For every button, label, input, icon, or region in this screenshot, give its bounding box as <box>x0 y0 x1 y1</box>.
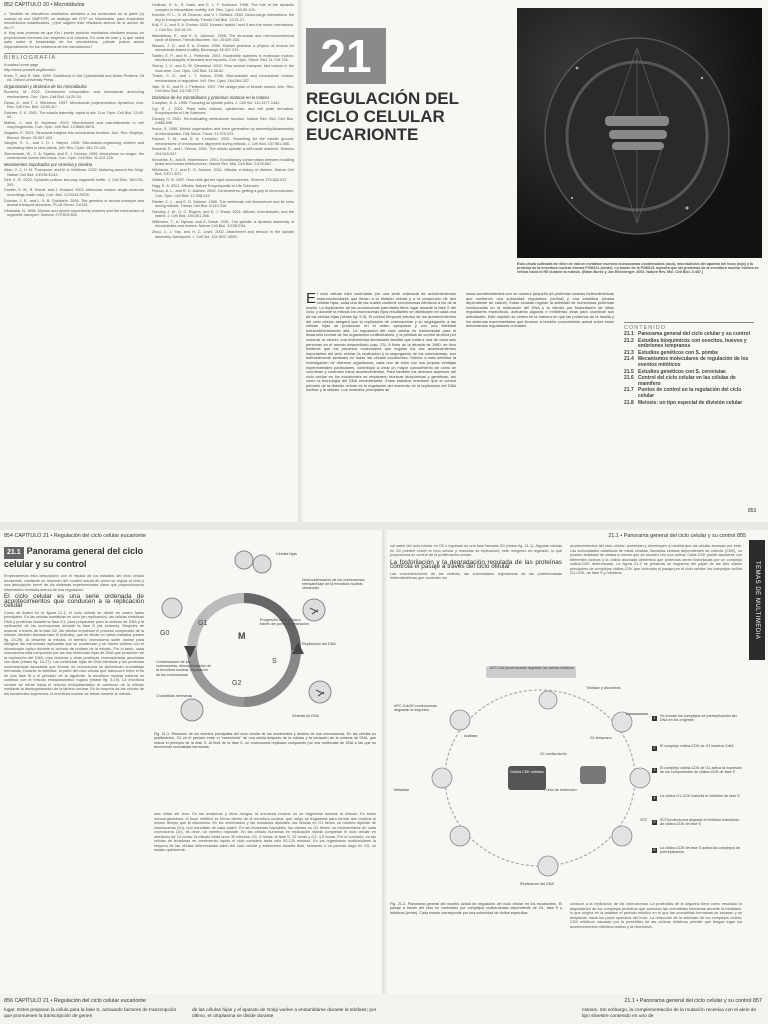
right-column-855 <box>570 544 742 654</box>
reference-item: Zimmerman, W., C. A. Sparks, and S. J. Doxsey. 1999. Amorphous no longer: the centrosome comes into focus. Curr. Opin. Cell Biol. 11:122-128. <box>4 151 144 160</box>
metaphase-label: Metafase <box>394 788 410 792</box>
biblio-intro-1: Knowles home page <box>4 62 39 67</box>
reference-item: Zhou, J., J. Yao, and H. C. Joshi. 2002. Attachment and tension in the spindle assembly checkpoint. J. Cell Sci. 115:3547-3555. <box>152 230 294 239</box>
figure-21-2-caption: Fig. 21-2. Panorama general del modelo actual de regulación del ciclo celular en los eucariontes. El pasaje a través del ciclo es controlado por complejos ciclina-cinasa dependiente de G1, fase S y mitóticos (verde). Cada evento corresponde por una subunidad de ciclina específica. <box>390 902 562 915</box>
reference-item: Vale, R. D., and R. J. Fletterick. 1997. The design plan of kinesin motors. Ann. Rev. Cell Dev. Biol. 13:745-777. <box>152 84 294 93</box>
step-text-6: La ciclina-CDK de fase S activa los complejos de prerreplicación <box>660 846 741 855</box>
chapter-title: REGULACIÓN DEL CICLO CELULAR EUCARIONTE <box>306 89 459 144</box>
toc-num: 21.1 <box>624 331 634 337</box>
photo-caption: Esta célula cultivada de riñón de rata en metafase muestra cromosomas condensados (azul), microtúbulos del aparato del huso (rojo) y la proteína de la envoltura nuclear interna POM121 (verde). La fusión de la POM121 muestra que las proteínas de la envoltura nuclear interna se retiran hacia el RE durante la mitosis. (Brian Burke y Jan Ellenberger. 2002. Nature Rev. Mol. Cell Biol. 3:487.) <box>517 262 759 275</box>
intro-text-2: estos acontecimientos son un número pequeño de proteínas cinasas heterodiméricas que contienen una subunidad reguladora (ciclina) y una catalítica (cinasa dependiente de ciclina). Estas cinasas regulan la actividad de numerosas proteínas involucradas en la replicación del DNA y la mitosis por fosforilación de sitios reguladores específicos, activando algunas e inhibiendo otras para coordinar sus actividades. Este capítulo se centra en la manera en que las proteínas de la familia y los sistemas experimentales que llevaron a nuestro conocimiento actual sobre estos mecanismos reguladores cruciales. <box>466 292 614 329</box>
reference-item: Compton, D. A. 1998. Focusing on spindle poles. J. Cell Sci. 111:1477-1481. <box>152 101 281 105</box>
mitotic-cyclin-label: Ciclina CDK mitótica <box>510 770 544 774</box>
reference-item: Mandelkow, E., and K. A. Johnson. 1998. The structural and mechanochemical cycle of kinesin. Trends Biochem. Sci. 23:429-433. <box>152 33 294 43</box>
reference-item: Mizuno, J. D., and S. A. Endow. 1996. Kinesin proteins: a phylum of motors for microtubule-based motility. Bioessays 18:207-219. <box>152 43 294 53</box>
restriction-point-label: Progresión de la célula a través del punto de restricción <box>260 618 310 627</box>
toc-item-21-1[interactable] <box>624 332 754 338</box>
reference-item: Pidoux, A. L., and R. C. Allshire. 2000. Centromeres: getting a grip of chromosomes. Curr. Opin. Cell Biol. 12:308-319. <box>152 189 294 198</box>
reference-item: Nicklas, R. B. 1997. How cells get the right chromosomes. Science 275:632-637. <box>152 178 288 182</box>
dna-synthesis-label: Síntesis de DNA <box>292 714 320 718</box>
metaphase-cell-photo <box>517 8 762 258</box>
toc-item-21-6[interactable] <box>624 376 754 387</box>
section-heading-block <box>4 546 144 573</box>
multimedia-tab[interactable]: TEMAS DE MULTIMEDIA <box>749 540 765 660</box>
step-badge-5: 5 <box>653 820 656 824</box>
subheading-phosphorylation: La fosforilación y la degradación regulada de las proteínas controla el pasaje a través del ciclo celular <box>390 558 562 570</box>
reference-item: Mathis, J., and M. Holzbaur. 2002. Microtubules and microfilaments in cell morphogenesis. Curr. Opin. Cell Biol. 12:8669-8676. <box>4 120 144 130</box>
page-854 <box>0 530 384 994</box>
step-text-4: La ciclina G1-CDK fosforila el inhibidor de fase S <box>660 794 740 798</box>
toc-item-21-7[interactable] <box>624 388 754 399</box>
page-853 <box>302 0 768 522</box>
biblio-intro-2[interactable]: http://www.proweb.org/kinesin/ <box>4 68 56 73</box>
running-header-857: 21.1 • Panorama general del ciclo celular y su control 857 <box>624 998 762 1004</box>
decondensation-label: Descondensación de los cromosomas, reensamblaje de la envoltura nuclear, citocinesis <box>302 578 366 591</box>
figure-21-1 <box>152 542 378 728</box>
apc-cdc20-label: APC-Cdc20/ proteosomas degradan la segurina <box>394 704 437 713</box>
reference-item: Sablin, E. P., and R. J. Fletterick. 2001. Nucleotide switches in molecular motors: structural analysis of kinesins and myosins. Curr. Opin. Struct. Biol. 11:716-724. <box>152 53 294 63</box>
anaphase-label: Anafase <box>464 734 478 738</box>
reference-item: Cyr, R. J. 2001. Plant cells: mitosis, cytokinesis, and cell plate formation. Encyclopedia of Life Sciences. <box>152 106 294 116</box>
phase-s-label: S <box>272 658 277 665</box>
toc-item-21-2[interactable] <box>624 339 754 350</box>
step-badge-4: 4 <box>653 796 656 800</box>
cell-cycle-diagram <box>152 542 378 728</box>
exercise-c: c. También se obtuvieron resultados similares a los mostrados en la parte (c) cuando se usó GMPCPP, un análogo del GTP no hidrolizable, para ensamblar microtúbulos estabilizados. ¿Qué sugiere este resultado acerca de la acción de Kin I? <box>4 12 144 30</box>
daughter-cells-label: Células hijas <box>276 552 297 556</box>
reference-item: Nogales, E. 2001. Structural insights into microtubule function. Ann. Rev. Biophys. Biomol. Struct. 30:397-420. <box>4 131 144 140</box>
section-title: Panorama general del ciclo celular y su control <box>4 546 144 569</box>
step-badge-6: 6 <box>653 848 656 852</box>
g1-early-label: G1 temprano <box>590 736 612 740</box>
toc-item-21-4[interactable] <box>624 357 754 368</box>
page-855 <box>386 530 768 994</box>
section-number: 21.1 <box>4 547 24 559</box>
toc-title: Estudios bioquímicos con ovocitos, huevos y embriones tempranos <box>638 337 747 350</box>
toc-title: Mecanismos moleculares de regulación de los eventos mitóticos <box>638 356 749 368</box>
toc-title: Estudios genéticos con S. cerevisiae <box>638 368 726 375</box>
reference-item: Bornens, M. 2002. Centrosome composition and microtubule anchoring mechanisms. Curr. Opin. Cell Biol. 14:25-34. <box>4 90 144 99</box>
toc-title: Puntos de control en la regulación del ciclo celular <box>638 387 742 399</box>
reference-item: Doxsey, S. 2001. Re-evaluating centrosome function. Nature Rev. Mol. Cell Biol. 2:688-698. <box>152 116 294 126</box>
reference-item: Duncan, J. E., and L. S. B. Goldstein. 2006. The genetics of axonal transport and axonal transport disorders. PLoS Genet. 2:e124. <box>4 198 144 208</box>
reference-item: Dutcher, S. K. 2001. The tubulin fraternity: alpha to eta. Curr. Opin. Cell Biol. 13:49-54. <box>4 110 144 120</box>
step-text-1: Se forman los complejos de prerreplicación del DNA en los orígenes <box>660 714 737 723</box>
reference-item: Dowler, S. W., R. Schott, and J. Howard. 2002. Molecular motors: single-molecule recordings made easy. Curr. Biol. 12:R203-R205. <box>4 188 144 197</box>
toc-num: 21.5 <box>624 368 634 375</box>
phase-g0-label: G0 <box>160 630 170 637</box>
reference-item: Dell, K. R. 2003. Dynactin polices two-way organelle traffic. J. Cell Biol. 160:291-293. <box>4 178 144 187</box>
toc-title: Estudios genéticos con S. pombe <box>638 349 719 356</box>
biblio-intro-3: Kreis, T., and R. Vale. 1999. Guidebook to the Cytoskeletal and Motor Proteins. 2d ed. Oxford University Press. <box>4 73 144 83</box>
right-column-852 <box>152 3 294 518</box>
toc-num: 21.3 <box>624 349 634 356</box>
dna-replication-label: Replicación del DNA <box>302 642 336 646</box>
step-badge-3: 3 <box>653 768 656 772</box>
phase-g2-label: G2 <box>232 680 242 687</box>
running-header-856: 856 CAPÍTULO 21 • Regulación del ciclo celular eucarionte <box>4 998 146 1004</box>
running-header-855: 21.1 • Panorama general del ciclo celular y su control 855 <box>608 533 746 539</box>
bibliography-heading: BIBLIOGRAFÍA <box>4 53 144 61</box>
drop-cap: E <box>306 292 317 307</box>
toc-title: Panorama general del ciclo celular y su control <box>638 331 750 337</box>
section-intro: Empezaremos esta descripción con el repaso de los estadios del ciclo celular eucarionte, mediante un resumen del modelo actual de cómo se regula el ciclo y una descripción breve de los sistemas experimentales clave que proporcionaron información revelada acerca de esa regulación. <box>4 574 144 592</box>
reference-item: Mitchison, T. J., and E. D. Salmon. 2001. Mitosis: a history of division. Nature Cell Biol. 3:E17-E21. <box>152 167 294 177</box>
reference-item: Rieder, C. L., and E. D. Salmon. 1998. The vertebrate cell kinetochore and its roles during mitosis. Trends Cell Biol. 8:310-318. <box>152 199 294 209</box>
fluorescence-micrograph <box>517 8 762 258</box>
step-text-5: SCF/proteosoma degrada el inhibidor fosforilado de ciclina-CDK de fase S <box>660 818 740 827</box>
dna-replication-label: Replicación del DNA <box>520 882 554 886</box>
reference-item: Scholey, J. M., G. C. Rogers, and D. J. Sharp. 2001. Mitosis, microtubules, and the matrix. J. Cell Biol. 154:261-266. <box>152 209 294 219</box>
reference-item: Karcher, R. L., S. W. Deacon, and V. I. Gelfand. 2002. Motor-cargo interactions: the key to transport specificity. Trends Cell Biol. 12:21-27. <box>152 13 294 22</box>
scf-label: SCF <box>640 818 648 822</box>
contents-box <box>624 322 754 406</box>
toc-num: 21.8 <box>624 399 634 406</box>
running-header-852: 852 CAPÍTULO 20 • Microtúbulos <box>4 2 85 8</box>
body-text-856-a: lugar. Estos preparan la célula para la fase S, activando factores de transcripción que promueven la transcripción de genes <box>4 1008 177 1019</box>
apc-cdh1-label: APC-Cdh1/proteosomas degradan las ciclinas mitóticas <box>490 666 574 670</box>
condensation-label: Condensación de los cromosomas, desorganización de la envoltura nuclear, separación de los cromosomas <box>156 660 212 677</box>
reference-item: Vaughn, K. C., and J. D. I. Harper. 1998. Microtubule-organizing centers and nucleating sites in land plants. Int'l. Rev. Cytol. 181:75-149. <box>4 141 144 150</box>
g1-mid-label: G1 media-tardío <box>540 752 567 756</box>
left-column-852 <box>4 12 144 518</box>
right-column-854 <box>154 812 376 988</box>
ref-subhead-organization: Organización y dinámica de los microtúbulos <box>4 83 88 89</box>
subheading-ordered-series: El ciclo celular es una serie ordenada de acontecimientos que conducen a la replicación celular <box>4 593 144 609</box>
exercise-d: d. Hay más pruebas de que Kin I puede producir resultados similares incluso en proporciones menores con respecto a la tubulina. En vista de esto y lo que usted sabe sobre el ensamblaje de los microtúbulos, ¿dónde podría actuar especialmente en los extremos de los microtúbulos? <box>4 31 144 49</box>
body-text-854-b: otra mitad del ciclo. En las levaduras y otros hongos, la envoltura nuclear no se fragmenta durante la mitosis. En estos microorganismos, el huso mitótico se forma dentro de la envoltura nuclear, que luego se fragmenta para formar dos núcleos al mismo tiempo que la citocinesis. En los vertebrados y las levaduras diploides, las células en G1 tienen un número diploide de cromosomas (2n), uno heredado de cada padre. En las levaduras haploides, las células en G1 tienen un representante de cada cromosoma (1n), es decir, un número haploide. En las células humanas en replicación rápida completan el ciclo celular en alrededor de 24 horas: la mitosis tarda unos 30 minutos; G1, 9 horas; la fase S, 10 horas y G2, 4,5 horas. Por el contrario, en las células de levaduras en crecimiento rápido el ciclo completo tarda sólo 90-120 minutos. En los organismos multicelulares la mayoría de las células diferenciadas salen del ciclo celular y sobreviven durante días, semanas o un período largo en G0, un estado quiescente. <box>154 812 376 852</box>
restriction-point-label: Punto de restricción <box>544 788 577 792</box>
reference-item: Holleran, E. A., S. Karki, and E. L. F. Holzbaur. 1998. The role of the dynactin complex in intracellular motility. Int'l. Rev. Cytol. 182:69-109. <box>152 3 294 12</box>
phase-m-label: M <box>238 631 246 641</box>
reference-item: Desai, A., and T. J. Mitchison. 1997. Microtubule polymerization dynamics. Ann. Rev. Cell Dev. Biol. 13:83-117. <box>4 100 144 110</box>
spread-pages-856-857 <box>0 994 768 1024</box>
step-text-2: El complejo ciclina-CDK de G1 inactiva Cdh1 <box>660 744 734 748</box>
body-text-857: mitosis. Sin embargo, la complementación de la mutación recesiva con el alelo de tipo silvestre contenido en uno de <box>582 1008 757 1019</box>
step-text-3: El complejo ciclina-CDK de G1 activa la expresión de los componentes de ciclina-CDK de fase S <box>660 766 742 775</box>
toc-num: 21.7 <box>624 387 634 394</box>
intro-text-1: l ciclo celular está controlado por una serie ordenada de acontecimientos macromoleculares que llevan a la división celular y a la producción de dos células hijas, cada una de las cuales contiene cromosomas idénticos a los de la madre. La duplicación de los cromosomas parentales tiene lugar durante la fase S del ciclo, y durante la mitosis los cromosomas hijos resultantes se distribuyen en cada una de las células hijas (véase fig. 9-3). El control temporal preciso de los acontecimientos del ciclo celular asegura que la replicación de cromosomas y su segregación a las células hijas se produzcan en el orden apropiado y con una fidelidad extraordinariamente alta. La regulación del ciclo celular es fundamental para el desarrollo normal de los organismos multicelulares, y la pérdida de control termina por conducir al cáncer, una enfermedad demasiado familiar que mata a una de cada seis personas en el mundo desarrollado (cap. 23). A fines de la década de 1980, se hizo evidente que los procesos moleculares que regulan los dos acontecimientos importantes del ciclo celular, la replicación y la segregación de los cromosomas, son esencialmente similares en todas las células eucariontes. Debido a esta similitud la investigación de diversos organismos, cada uno de ellos con sus propias ventajas experimentales particulares, contribuyó a crear un mayor conocimiento de cómo se coordinan y controlan estos acontecimientos. Para también los diversos aspectos del ciclo celular en los eucariontes se emplearon técnicas bioquímicas y genéticas, así como la tecnología del DNA recombinante. Estos estudios revelaron que el control primario de la división celular es la regulación del momento de la replicación del DNA nuclear y la mitosis. Los controles principales de <box>306 292 456 393</box>
step-badge-2: 2 <box>653 746 656 750</box>
contents-heading: CONTENIDO <box>624 322 754 331</box>
figure-21-2 <box>390 658 746 898</box>
step-badge-1: 1 <box>653 716 656 720</box>
intro-column-1 <box>306 292 456 487</box>
phase-g1-label: G1 <box>198 620 208 627</box>
body-text-856-b: de las células hijas y el aparato de Golgi vuelve a ensamblarse durante la telofase; por último, el citoplasma se divide durante <box>192 1008 377 1019</box>
intro-column-2 <box>466 292 614 487</box>
cyclin-cdk-regulation-diagram <box>390 658 746 898</box>
figure-21-1-caption: Fig. 21-1. Resumen de los eventos principales del ciclo celular de los eucariontes y destino de sus cromosomas. En las células en proliferación, G1 es el período entre el "nacimiento" de una célula después de la mitosis y la iniciación de la síntesis de DNA, que marca el principio de la fase S. Al final de la fase S, un cromosoma replicado compuesto por dos moléculas de DNA a las que se denominan cromátidas hermanas. <box>154 732 376 749</box>
page-852 <box>0 0 300 522</box>
toc-title: Control del ciclo celular en las células de mamífero <box>638 375 736 387</box>
body-text-855-c: acontecimientos del ciclo celular, aumentan y disminuyen a medida que las células avanzan por éste. Las subunidades catalíticas de estas cinasas, llamadas cinasas dependientes de ciclinas (CDK), no poseen actividad de cinasa a menos que se asocien con una ciclina. Cada CDK puede asociarse con diferentes ciclinas y la ciclina asociada determina qué proteínas serán fosforiladas por un complejo ciclina-CDK determinado. La figura 21-2 se presenta un esquema del papel de las tres clases principales de complejos ciclina-CDK que controlan el pasaje por el ciclo celular: los complejos ciclina G1-CDK, de fase S y mitóticos. <box>570 544 742 575</box>
reference-item: Kinoshita, K., and B. Habermann. 2001. Evolutionary conservation between budding yeast and human kinetochores. Nature Rev. Mol. Cell Biol. 2:678-687. <box>152 157 294 167</box>
reference-item: Nigg, E. A. 2001. Mitosis. Nature Encyclopedia of Life Sciences. <box>152 183 260 188</box>
reference-item: Hirokawa, N. 1998. Kinesin and dynein superfamily proteins and the mechanism of organelle transport. Science 279:519-526. <box>4 208 144 218</box>
ref-subhead-motors: Movimientos impulsados por cinesina y cinelina <box>4 161 93 167</box>
body-text-855-d: conduce a la replicación de los cromosomas. La proteólisis de la segurina tiene como resultado la degradación de los complejos proteicos que conectan las cromátidas hermanas durante la metafase, lo que origina en la anafase el período mitótico en el que las cromátidas hermanas se separan y se desplazan hacia los polos opuestos del huso. La reducción de la actividad de los complejos ciclina-CDK mitóticos causada por la proteólisis de las ciclinas mitóticas permite que tengan lugar los acontecimientos mitóticos tardíos y la citocinesis. <box>570 902 742 929</box>
spread-pages-854-855 <box>0 530 768 994</box>
toc-num: 21.2 <box>624 337 634 344</box>
body-text-855-b: Las concentraciones de las ciclinas, las subunidades reguladoras de las proteincinasas heterodiméricas que controlan los <box>390 571 562 580</box>
body-text-855-a: nal salen del ciclo celular en G0 e ingresan en una fase llamada G0 (véase fig. 21-1). Algunas células en G0 pueden volver al ciclo celular y reanudar su replicación; este reingreso es regulado, lo que proporciona un control de la proliferación celular. <box>390 544 562 557</box>
left-column-855 <box>390 544 562 654</box>
reference-item: Kull, F. J., and S. A. Endow. 2002. Kinesin: switch I and II and the motor mechanism. J. Cell Sci. 115:15-23. <box>152 23 294 32</box>
reference-item: Wittmann, T., A. Hyman, and A. Desai. 2001. The spindle: a dynamic assembly of microtubules and motors. Nature Cell Biol. 3:E28-E34. <box>152 219 294 229</box>
left-column-854 <box>4 574 144 988</box>
reference-item: Skerry, J. V., and D. W. Cleveland. 2002. Slow axonal transport: fast motors in the slow lane. Curr. Opin. Cell Biol. 14:38-62. <box>152 64 294 73</box>
section-heading <box>4 546 144 569</box>
reference-item: Kapoor, T. M., and D. A. Compton. 2002. Searching for the middle ground: mechanisms of chromosome alignment during mitosis. J. Cell Biol. 157:551-556. <box>152 137 294 146</box>
reference-item: Allan, V. J., H. M. Thompson, and M. A. McNiven. 2002. Motoring around the Golgi. Nature Cell Biol. 4:E236-E242. <box>4 168 144 177</box>
telophase-label: Telofase y citocinesis <box>586 686 621 690</box>
reference-item: Karsenti, E., and I. Vernos. 2001. The mitotic spindle: a self-made machine. Science 294:543-547. <box>152 147 294 156</box>
toc-title: Meiosis: un tipo especial de división celular <box>638 399 743 406</box>
page-number-853: 853 <box>748 508 757 514</box>
body-text-854-a: Como se ilustra en la figura 21-1, el ciclo celular se divide en cuatro fases principales. En las células somáticas en ciclo (en replicación), las células sintetizan RNA y proteínas durante la fase G1, para prepararse para la síntesis de DNA y la replicación de los cromosomas durante la fase S (de síntesis). Después de avanzar a través de la fase G2, las células empiezan el proceso complicado de la mitosis, también llamada fase M (mitosis), que se divide en varios estadios (véase fig. 20-29). Al describir la mitosis, el término cromosoma suele usarse para designar las estructuras replicadas que se condensan y se hacen visibles con el microscopio óptico durante el período de profase de la mitosis. Por lo tanto, cada cromosoma está compuesto por las dos moléculas hijas de DNA que provienen de la replicación del DNA, más histonas y otras proteínas cromosómicas asociadas con ellas (véase fig. 10-27). Las moléculas hijas de DNA idénticas y las proteínas cromosómicas asociadas que forman un cromosoma se denominan cromátidas hermanas. Durante la interfase, la parte del ciclo celular que transcurre entre el fin de una fase M y el principio de la siguiente, la envoltura nuclear externa es continua con el retículo endoplasmático rugoso (véase fig. 5-19). La envoltura nuclear se retrae hacia el retículo endoplasmático al comienzo de la mitosis mediante la desorganización de la lámina nuclear. En la mayoría de las células de los eucariontes superiores, la envoltura nuclear se retrae durante la mitosis. <box>4 610 144 696</box>
toc-num: 21.6 <box>624 375 634 382</box>
toc-num: 21.4 <box>624 356 634 363</box>
running-header-854: 854 CAPÍTULO 21 • Regulación del ciclo celular eucarionte <box>4 533 146 539</box>
ref-subhead-mitosis: Dinámica de los microtúbulos y proteínas motoras en la mitosis <box>152 94 270 100</box>
reference-item: Inoue, S. 1996. Mitotic organization and force generation by assembly/disassembly of microtubules. Cell Struct. Funct. 21:375-379. <box>152 127 294 136</box>
toc-item-21-8[interactable] <box>624 401 754 407</box>
chapter-number: 21 <box>306 28 386 84</box>
sister-chromatids-label: Cromátidas hermanas <box>156 694 193 698</box>
reference-item: Thaler, C. D., and L. T. Haimo. 1996. Microtubules and microtubule motors: mechanisms of regulation. Int'l. Rev. Cytol. 164:269-327. <box>152 74 294 83</box>
